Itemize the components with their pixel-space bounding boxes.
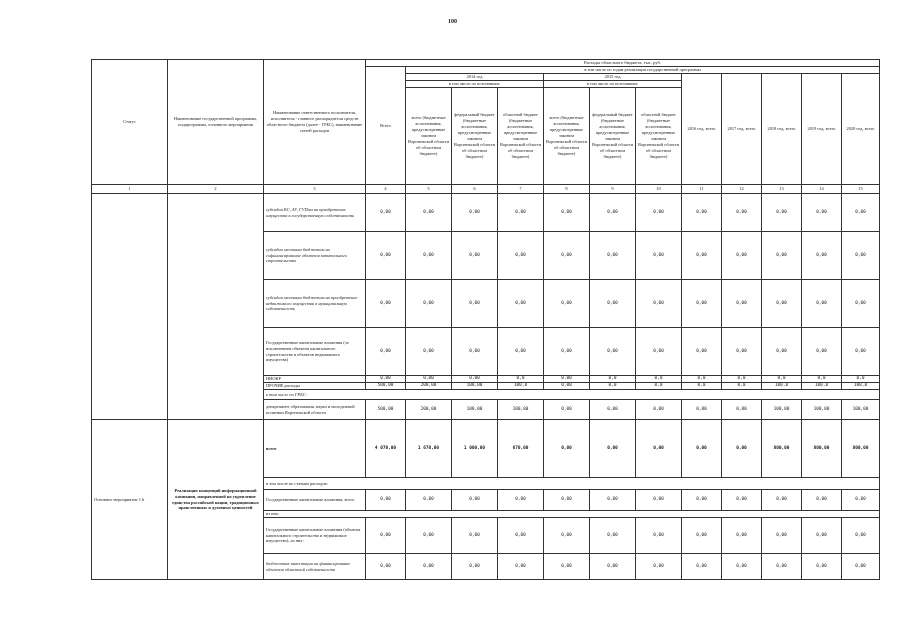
value-cell: 200,00 [406, 383, 452, 390]
value-cell: 0,00 [722, 518, 762, 554]
value-cell: 0,00 [722, 554, 762, 580]
row-label: бюджетные инвестиции на финансирование объектов областной собственности [264, 554, 366, 580]
value-cell: 0,0 [762, 376, 802, 383]
value-cell: 0,0 [682, 376, 722, 383]
value-cell: 500,00 [366, 383, 406, 390]
header-2014-federal: федеральный бюджет (бюджетные ассигнования, предусмотренные законом Воронежской области об областном бюджете) [452, 88, 498, 185]
value-cell: 0,00 [544, 490, 590, 511]
value-cell: 0,00 [682, 420, 722, 478]
budget-table [91, 59, 880, 580]
value-cell: 0,00 [366, 328, 406, 376]
value-cell: 0,0 [722, 376, 762, 383]
value-cell: 0,0 [498, 376, 544, 383]
header-total: Всего [366, 67, 406, 185]
value-cell: 0,00 [452, 328, 498, 376]
value-cell: 0,00 [544, 554, 590, 580]
column-number: 9 [590, 185, 636, 194]
header-executor: Наименование ответственного исполнителя, исполнителя - главного распорядителя средств областного бюджета (далее - ГРБС), наименование статей расходов [264, 60, 366, 185]
value-cell: 0,00 [452, 490, 498, 511]
value-cell: 0,00 [802, 194, 842, 232]
row-label: в том числе по ГРБС: [264, 390, 880, 400]
value-cell: 0,00 [452, 554, 498, 580]
value-cell: 0,00 [722, 194, 762, 232]
column-number: 12 [722, 185, 762, 194]
column-number: 15 [842, 185, 880, 194]
column-number: 7 [498, 185, 544, 194]
value-cell: 0,00 [722, 490, 762, 511]
value-cell: 0,00 [366, 554, 406, 580]
value-cell: 0,00 [590, 194, 636, 232]
value-cell: 0,00 [762, 490, 802, 511]
value-cell: 0,00 [636, 194, 682, 232]
value-cell: 0,00 [802, 554, 842, 580]
value-cell: 100,00 [842, 400, 880, 420]
value-cell: 0,00 [544, 420, 590, 478]
value-cell: 0,00 [682, 490, 722, 511]
header-2019: 2019 год, всего [802, 74, 842, 185]
row-label: ПРОЧИЕ расходы [264, 383, 366, 390]
row-label: Государственные капитальные вложения, всего [264, 490, 366, 511]
value-cell: 0,00 [544, 280, 590, 328]
value-cell: 0,00 [636, 518, 682, 554]
column-number: 2 [168, 185, 264, 194]
value-cell: 0,00 [452, 232, 498, 280]
value-cell: 0,00 [498, 328, 544, 376]
header-expenses-title: Расходы областного бюджета, тыс. руб. [366, 60, 880, 67]
value-cell: 0,00 [682, 554, 722, 580]
header-2017: 2017 год, всего [722, 74, 762, 185]
value-cell: 100,00 [762, 400, 802, 420]
value-cell: 100,00 [498, 400, 544, 420]
column-number: 6 [452, 185, 498, 194]
value-cell: 0,00 [682, 518, 722, 554]
value-cell: 100,0 [498, 383, 544, 390]
header-year-2015: 2015 год [544, 74, 682, 81]
value-cell: 0,00 [544, 328, 590, 376]
column-number: 1 [92, 185, 168, 194]
row-label: из них: [264, 511, 880, 518]
value-cell: 0,00 [722, 400, 762, 420]
value-cell: 0,00 [802, 280, 842, 328]
value-cell: 0,0 [722, 383, 762, 390]
column-number: 3 [264, 185, 366, 194]
column-number: 4 [366, 185, 406, 194]
row-label: субсидии КС, АУ, ГУПам на приобретение имущества в государственную собственность [264, 194, 366, 232]
value-cell: 100,0 [802, 383, 842, 390]
value-cell: 0,00 [590, 280, 636, 328]
value-cell: 0,00 [590, 554, 636, 580]
value-cell: 0,00 [682, 280, 722, 328]
value-cell: 0,00 [842, 280, 880, 328]
value-cell: 0,00 [802, 490, 842, 511]
value-cell: 0,00 [636, 420, 682, 478]
value-cell: 0,00 [498, 194, 544, 232]
value-cell: 0,00 [636, 328, 682, 376]
value-cell: 0,0 [842, 376, 880, 383]
value-cell: 0,00 [366, 490, 406, 511]
value-cell: 0,00 [406, 490, 452, 511]
value-cell: 0,00 [682, 400, 722, 420]
value-cell: 0,00 [406, 554, 452, 580]
value-cell: 0,00 [842, 232, 880, 280]
header-year-2014: 2014 год [406, 74, 544, 81]
value-cell: 0,00 [722, 232, 762, 280]
value-cell: 0,00 [544, 400, 590, 420]
value-cell: 0,00 [842, 194, 880, 232]
header-by-years: в том числе по годам реализации государственной программы [406, 67, 880, 74]
value-cell: 0,00 [802, 232, 842, 280]
column-number: 14 [802, 185, 842, 194]
header-2015-federal: федеральный бюджет (бюджетные ассигнования, предусмотренные законом Воронежской области об областном бюджете) [590, 88, 636, 185]
value-cell: 0,00 [498, 232, 544, 280]
column-number: 10 [636, 185, 682, 194]
main-activity-name: Реализация концепций информационной кампании, направленной на укрепление единства российской нации, традиционных нравственных и духовных ценностей [168, 420, 264, 580]
value-cell: 0,0 [802, 376, 842, 383]
row-label: департамент образования, науки и молодежной политики Воронежской области [264, 400, 366, 420]
value-cell: 0,00 [682, 328, 722, 376]
value-cell: 0,00 [590, 328, 636, 376]
value-cell: 0,00 [722, 420, 762, 478]
value-cell: 100,0 [762, 383, 802, 390]
column-number: 5 [406, 185, 452, 194]
value-cell: 0,00 [590, 400, 636, 420]
value-cell: 0,00 [452, 194, 498, 232]
column-number: 11 [682, 185, 722, 194]
value-cell: 200,00 [406, 400, 452, 420]
value-cell: 0,00 [366, 280, 406, 328]
row-label: в том числе по статьям расходов: [264, 478, 880, 490]
value-cell: 800,00 [842, 420, 880, 478]
table-row [92, 194, 880, 232]
header-program-name: Наименование государственной программы, подпрограммы, основного мероприятия [168, 60, 264, 185]
value-cell: 0,00 [722, 328, 762, 376]
value-cell: 0,0 [590, 376, 636, 383]
value-cell: 0,0 [590, 383, 636, 390]
value-cell: 0,00 [636, 490, 682, 511]
value-cell: 0,00 [762, 280, 802, 328]
header-status: Статус [92, 60, 168, 185]
value-cell: 0,00 [590, 420, 636, 478]
value-cell: 0,00 [452, 518, 498, 554]
header-2018: 2018 год, всего [762, 74, 802, 185]
value-cell: 0,00 [762, 518, 802, 554]
value-cell: 0,00 [366, 518, 406, 554]
value-cell: 0,00 [842, 518, 880, 554]
value-cell: 0,00 [590, 518, 636, 554]
value-cell: 0,00 [682, 232, 722, 280]
value-cell: 670,00 [498, 420, 544, 478]
value-cell: 0,00 [406, 518, 452, 554]
value-cell: 0,00 [590, 232, 636, 280]
value-cell: 0,00 [544, 194, 590, 232]
value-cell: 0,00 [544, 376, 590, 383]
value-cell: 0,00 [406, 376, 452, 383]
value-cell: 1 000,00 [452, 420, 498, 478]
value-cell: 0,00 [498, 554, 544, 580]
value-cell: 0,00 [590, 490, 636, 511]
value-cell: 0,00 [544, 518, 590, 554]
value-cell: 500,00 [366, 400, 406, 420]
value-cell: 1 670,00 [406, 420, 452, 478]
value-cell: 100,00 [802, 400, 842, 420]
row-label: Государственные капитальные вложения (объекты капитального строительства и недвижимое имущество), из них: [264, 518, 366, 554]
value-cell: 0,00 [842, 328, 880, 376]
value-cell: 0,00 [498, 280, 544, 328]
value-cell: 0,00 [406, 194, 452, 232]
value-cell: 0,0 [682, 383, 722, 390]
value-cell: 0,00 [366, 194, 406, 232]
header-2015-regional: областной бюджет (бюджетные ассигнования, предусмотренные законом Воронежской области об областном бюджете) [636, 88, 682, 185]
value-cell: 0,00 [366, 232, 406, 280]
page-number: 100 [448, 19, 457, 25]
value-cell: 100,00 [452, 383, 498, 390]
value-cell: 0,00 [544, 383, 590, 390]
value-cell: 0,00 [406, 280, 452, 328]
value-cell: 0,00 [762, 328, 802, 376]
row-label: субсидии местным бюджетам на приобретение недвижимого имущества в муниципальную собственность [264, 280, 366, 328]
value-cell: 0,00 [452, 376, 498, 383]
header-2014-total: всего (бюджетные ассигнования, предусмотренные законом Воронежской области об областном бюджете) [406, 88, 452, 185]
value-cell: 0,00 [762, 194, 802, 232]
value-cell: 100,0 [842, 383, 880, 390]
value-cell: 0,00 [842, 490, 880, 511]
value-cell: 0,0 [636, 376, 682, 383]
value-cell: 0,00 [802, 518, 842, 554]
value-cell: 0,00 [406, 328, 452, 376]
header-sources-2014: в том числе по источникам: [406, 81, 544, 88]
value-cell: 0,00 [498, 518, 544, 554]
value-cell: 0,00 [636, 280, 682, 328]
row-label: Государственные капитальные вложения (за исключением объектов капитального строительства и объектов недвижимого имущества) [264, 328, 366, 376]
value-cell: 0,00 [682, 194, 722, 232]
value-cell: 0,00 [366, 376, 406, 383]
header-2020: 2020 год, всего [842, 74, 880, 185]
value-cell: 0,00 [722, 280, 762, 328]
row-label: НИОКР [264, 376, 366, 383]
status-cell-empty [92, 194, 168, 420]
value-cell: 0,0 [636, 383, 682, 390]
value-cell: 4 070,00 [366, 420, 406, 478]
header-2016: 2016 год, всего [682, 74, 722, 185]
value-cell: 800,00 [762, 420, 802, 478]
header-sources-2015: в том числе по источникам: [544, 81, 682, 88]
header-2015-total: всего (бюджетные ассигнования, предусмотренные законом Воронежской области об областном бюджете) [544, 88, 590, 185]
value-cell: 0,00 [762, 554, 802, 580]
column-number: 13 [762, 185, 802, 194]
value-cell: 0,00 [636, 400, 682, 420]
row-label: субсидии местным бюджетам на софинансирование объектов капитального строительства [264, 232, 366, 280]
column-number: 8 [544, 185, 590, 194]
row-label: всего [264, 420, 366, 478]
value-cell: 0,00 [498, 490, 544, 511]
table-row [92, 420, 880, 478]
value-cell: 0,00 [636, 554, 682, 580]
main-activity-status: Основное мероприятие 1.6 [92, 420, 168, 580]
value-cell: 0,00 [802, 328, 842, 376]
value-cell: 0,00 [406, 232, 452, 280]
value-cell: 0,00 [762, 232, 802, 280]
value-cell: 0,00 [842, 554, 880, 580]
value-cell: 0,00 [452, 280, 498, 328]
value-cell: 0,00 [636, 232, 682, 280]
value-cell: 800,00 [802, 420, 842, 478]
column-numbers-row [92, 185, 880, 194]
value-cell: 0,00 [544, 232, 590, 280]
value-cell: 100,00 [452, 400, 498, 420]
name-cell-empty [168, 194, 264, 420]
header-2014-regional: областной бюджет (бюджетные ассигнования, предусмотренные законом Воронежской области об областном бюджете) [498, 88, 544, 185]
